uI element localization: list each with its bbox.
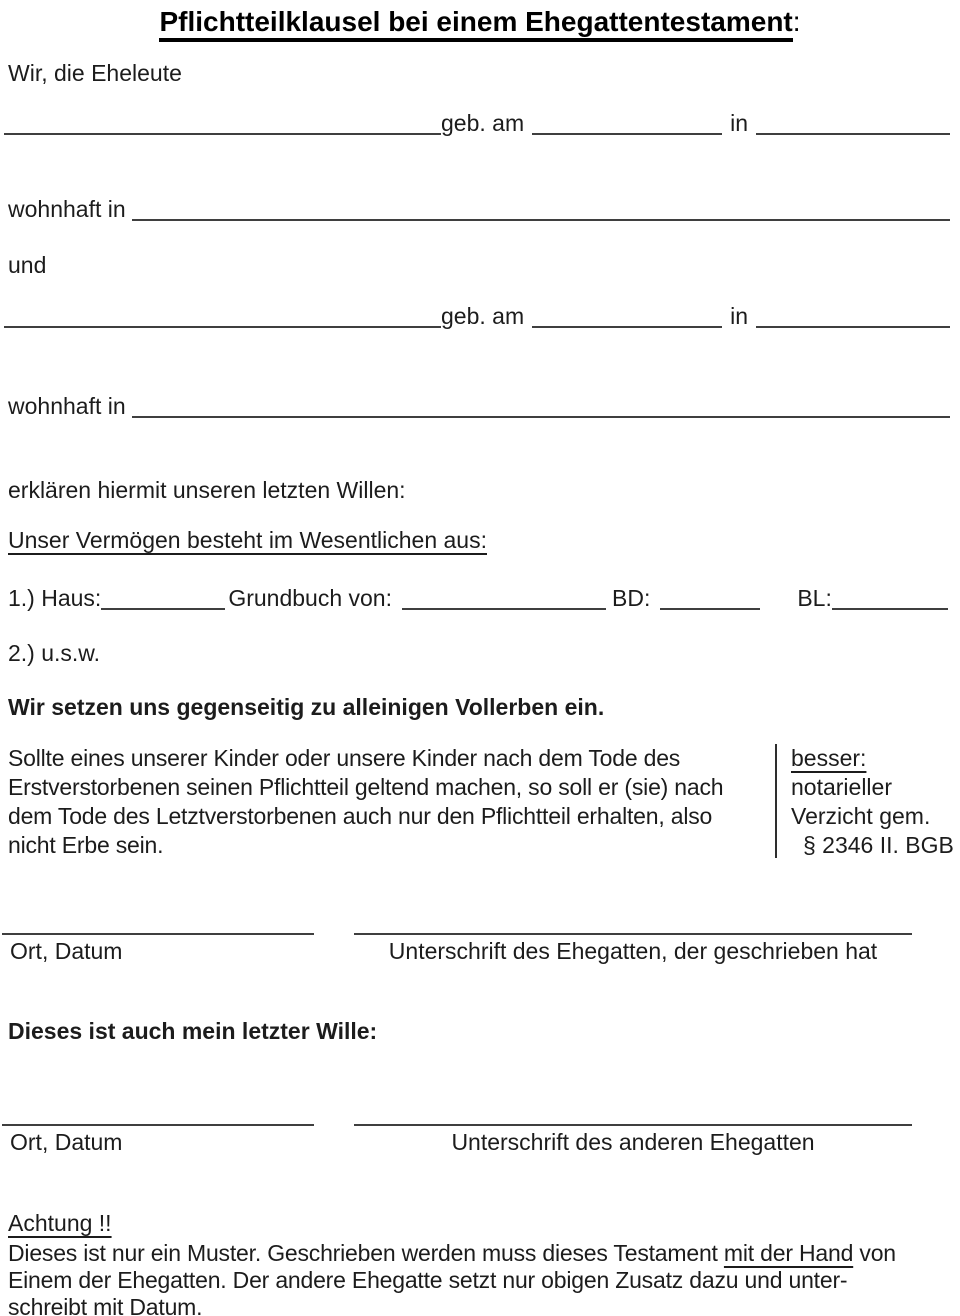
birthplace-blank-field xyxy=(756,133,950,135)
clause-line: dem Tode des Letztverstorbenen auch nur den Pflichtteil erhalten, also xyxy=(8,803,713,829)
asset-item-1-row xyxy=(8,585,948,612)
grundbuch-label: Grundbuch von: xyxy=(228,585,392,611)
side-note-line: notarieller xyxy=(791,774,892,800)
signature-block-2 xyxy=(2,1124,912,1156)
intro-line: Wir, die Eheleute xyxy=(8,60,182,86)
assets-heading xyxy=(8,527,487,554)
side-note-divider-line xyxy=(775,744,777,858)
birthdate-blank-field xyxy=(532,326,722,328)
clause-line: Erstverstorbenen seinen Pflichtteil geltend machen, so soll er (sie) nach xyxy=(8,774,724,800)
haus-blank-field xyxy=(101,608,225,610)
asset-item-number: 1.) Haus: xyxy=(8,585,102,611)
date-signature-line xyxy=(2,933,314,965)
ort-datum-label: Ort, Datum xyxy=(10,1129,123,1155)
residence-blank-field xyxy=(132,219,950,221)
attention-heading-text: Achtung !! xyxy=(8,1210,112,1236)
signature-label: Unterschrift des anderen Ehegatten xyxy=(451,1129,815,1155)
date-signature-line xyxy=(2,1124,314,1156)
bl-blank-field xyxy=(832,608,948,610)
name-blank-field xyxy=(4,133,441,135)
document-title-text: Pflichtteilklausel bei einem Ehegattentestament xyxy=(159,6,792,42)
assets-heading-text: Unser Vermögen besteht im Wesentlichen aus: xyxy=(8,527,487,553)
mit-der-hand-emphasis: mit der Hand xyxy=(723,1240,854,1266)
pflichtteil-section xyxy=(8,744,954,860)
residence-blank-field xyxy=(132,416,950,418)
residence-row-1 xyxy=(8,196,950,223)
side-note xyxy=(791,744,954,860)
person1-birth-row xyxy=(4,110,950,137)
side-note-line: § 2346 II. BGB xyxy=(803,832,954,858)
person2-birth-row xyxy=(4,303,950,330)
asset-item-2: 2.) u.s.w. xyxy=(8,640,101,666)
spouse-signature-line xyxy=(354,933,912,965)
in-label: in xyxy=(730,110,749,136)
wohnhaft-label: wohnhaft in xyxy=(8,196,126,222)
pflichtteil-clause xyxy=(8,744,773,860)
birthdate-blank-field xyxy=(532,133,722,135)
conjunction-line: und xyxy=(8,252,47,278)
geb-am-label: geb. am xyxy=(441,303,525,329)
attention-note-line xyxy=(8,1240,954,1267)
in-label: in xyxy=(730,303,749,329)
clause-line: nicht Erbe sein. xyxy=(8,832,164,858)
signature-label: Unterschrift des Ehegatten, der geschrieben hat xyxy=(388,938,878,964)
signature-block-1 xyxy=(2,933,912,965)
side-note-line: Verzicht gem. xyxy=(791,803,931,829)
mutual-appointment-clause: Wir setzen uns gegenseitig zu alleinigen Vollerben ein. xyxy=(8,694,605,720)
clause-line: Sollte eines unserer Kinder oder unsere Kinder nach dem Tode des xyxy=(8,745,681,771)
name-blank-field xyxy=(4,326,441,328)
attention-heading xyxy=(8,1210,112,1237)
declaration-line: erklären hiermit unseren letzten Willen: xyxy=(8,477,406,503)
attention-note-line: Einem der Ehegatten. Der andere Ehegatte setzt nur obigen Zusatz dazu und unter- xyxy=(8,1267,848,1293)
residence-row-2 xyxy=(8,393,950,420)
bd-blank-field xyxy=(660,608,760,610)
wohnhaft-label: wohnhaft in xyxy=(8,393,126,419)
document-title xyxy=(0,4,960,40)
document-title-colon: : xyxy=(792,6,801,37)
attention-text: Dieses ist nur ein Muster. Geschrieben werden muss dieses Testament xyxy=(8,1240,724,1266)
attention-text: von xyxy=(853,1240,896,1266)
attention-note-line: schreibt mit Datum. xyxy=(8,1294,203,1316)
bl-label: BL: xyxy=(797,585,832,611)
birthplace-blank-field xyxy=(756,326,950,328)
second-will-heading: Dieses ist auch mein letzter Wille: xyxy=(8,1018,378,1044)
bd-label: BD: xyxy=(612,585,651,611)
attention-note xyxy=(8,1240,954,1316)
grundbuch-blank-field xyxy=(402,608,606,610)
other-spouse-signature-line xyxy=(354,1124,912,1156)
geb-am-label: geb. am xyxy=(441,110,525,136)
side-note-line: besser: xyxy=(791,745,867,771)
ort-datum-label: Ort, Datum xyxy=(10,938,123,964)
